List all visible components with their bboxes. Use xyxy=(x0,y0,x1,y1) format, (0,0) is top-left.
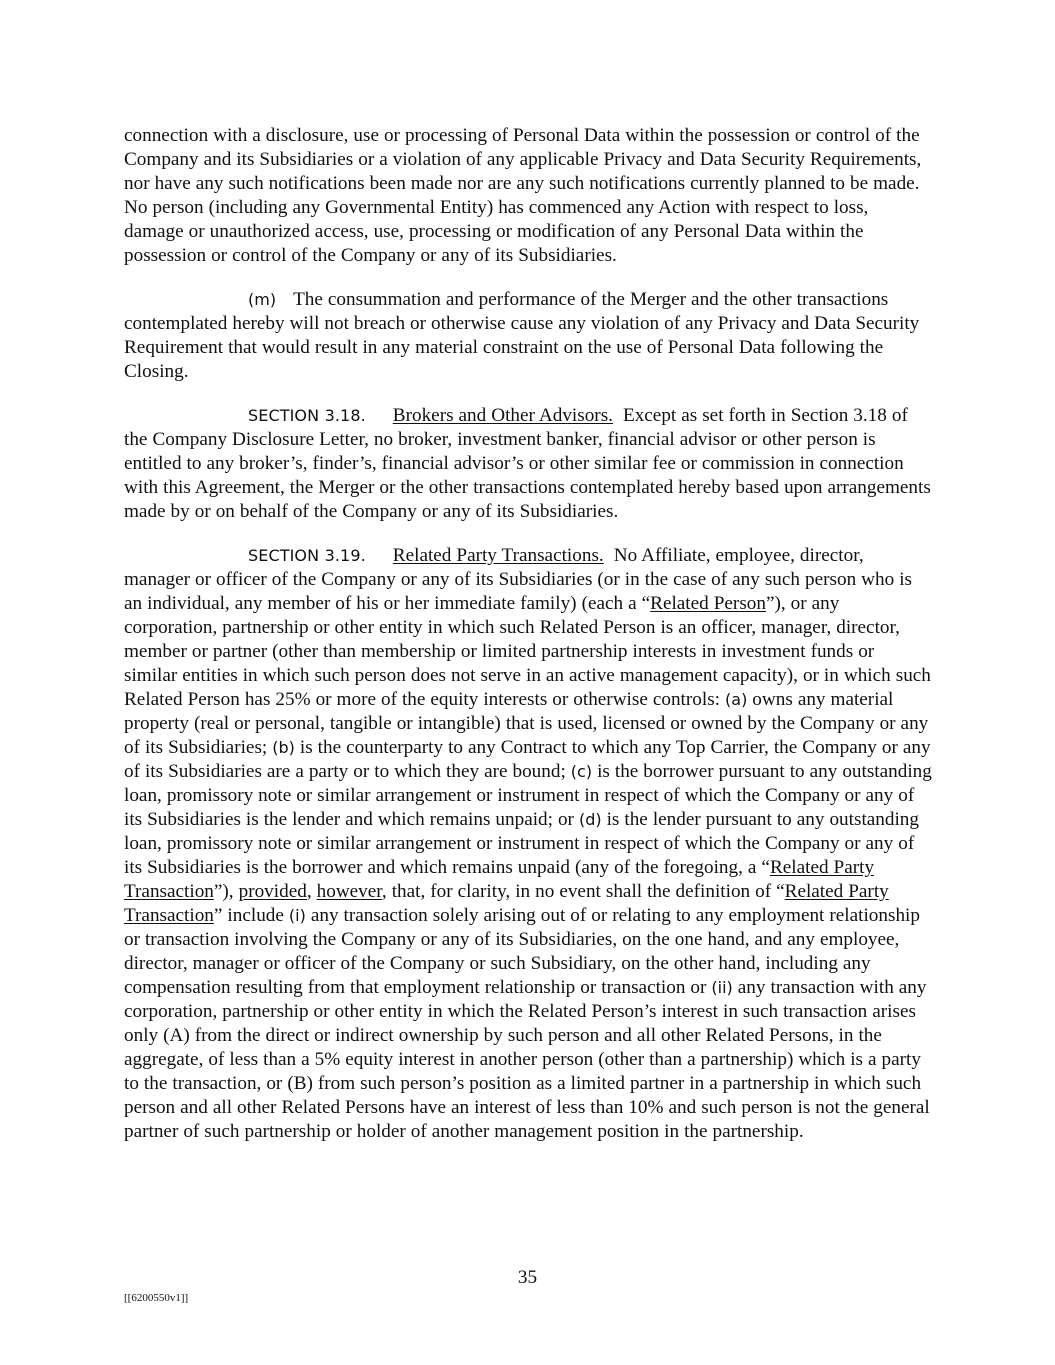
document-page xyxy=(124,124,932,1144)
subsection-m-text: The consummation and performance of the Merger and the other transactions contemplated hereby will not breach or otherwise cause any violation of any Privacy and Data Security Requirement that would result in any material constraint on the use of Personal Data following the Closing. xyxy=(124,289,920,382)
section-3-19-text-9: ” include xyxy=(213,905,289,926)
section-3-19-text-5: is the borrower pursuant to any outstanding loan, promissory note or similar arrangement or instrument in respect of which the Company or any of its Subsidiaries is the lender and which remains unpaid; or xyxy=(124,761,932,830)
section-3-19-text-4: is the counterparty to any Contract to which any Top Carrier, the Company or any of its Subsidiaries are a party or to which they are bound; xyxy=(124,737,931,782)
section-3-19-number: SECTION 3.19. xyxy=(248,546,366,565)
section-3-18-heading: Brokers and Other Advisors. xyxy=(392,405,613,426)
section-3-18 xyxy=(124,404,932,524)
section-3-19-text-10: any transaction solely arising out of or relating to any employment relationship or transaction involving the Company or any of its Subsidiaries, on the one hand, and any employee, director, manager or officer of the Company or such Subsidiary, on the other hand, including any compensation resulting from that employment relationship or transaction or xyxy=(124,905,920,998)
section-3-19-comma: , xyxy=(306,881,317,902)
continuation-paragraph: connection with a disclosure, use or processing of Personal Data within the possession or control of the Company and its Subsidiaries or a violation of any applicable Privacy and Data Security Requirements, nor have any such notifications been made nor are any such notifications currently planned to be made. No person (including any Governmental Entity) has commenced any Action with respect to loss, damage or unauthorized access, use, processing or modification of any Personal Data within the possession or control of the Company or any of its Subsidiaries. xyxy=(124,125,922,266)
section-3-19-text-7: ”), xyxy=(213,881,239,902)
section-3-19-text-11: any transaction with any corporation, partnership or other entity in which the Related Person’s interest in such transaction arises only (A) from the direct or indirect ownership by such person and all other Related Persons, in the aggregate, of less than a 5% equity interest in another person (other than a partnership) which is a party to the transaction, or (B) from such person’s position as a limited partner in a partnership in which such person and all other Related Persons have an interest of less than 10% and such person is not the general partner of such partnership or holder of another management position in the partnership. xyxy=(124,977,930,1142)
section-3-19-heading: Related Party Transactions. xyxy=(392,545,604,566)
clause-ii-label: (ii) xyxy=(711,978,733,997)
section-3-19-text-8: , that, for clarity, in no event shall the definition of “ xyxy=(381,881,785,902)
clause-c-label: (c) xyxy=(570,762,593,781)
term-related-party-transaction: Related Party Transaction xyxy=(124,881,889,926)
clause-a-label: (a) xyxy=(725,690,748,709)
section-3-19 xyxy=(124,544,932,1144)
subsection-m xyxy=(124,288,932,384)
term-related-person: Related Person xyxy=(650,593,766,614)
term-related-party-transaction: Related Party Transaction xyxy=(124,857,875,902)
term-however: however xyxy=(316,881,382,902)
section-3-19-text-3: owns any material property (real or personal, tangible or intangible) that is used, licensed or owned by the Company or any of its Subsidiaries; xyxy=(124,689,929,758)
section-3-19-text-1: No Affiliate, employee, director, manager or officer of the Company or any of its Subsidiaries (or in the case of any such person who is an individual, any member of his or her immediate family) (each a “ xyxy=(124,545,912,614)
clause-d-label: (d) xyxy=(578,810,602,829)
section-3-19-text-2: ”), or any corporation, partnership or other entity in which such Related Person is an officer, manager, director, member or partner (other than membership or limited partnership interests in investment funds or similar entities in which such person does not serve in an active management capacity), or in which such Related Person has 25% or more of the equity interests or otherwise controls: xyxy=(124,593,931,710)
document-id: [[6200550v1]] xyxy=(124,1292,189,1304)
subsection-m-label: (m) xyxy=(248,290,277,309)
page-number: 35 xyxy=(517,1267,538,1288)
section-3-18-number: SECTION 3.18. xyxy=(248,406,366,425)
section-3-19-text-6: is the lender pursuant to any outstanding loan, promissory note or similar arrangement or instrument in respect of which the Company or any of its Subsidiaries is the borrower and which remains unpaid (any of the foregoing, a “ xyxy=(124,809,919,878)
clause-b-label: (b) xyxy=(272,738,295,757)
section-3-18-text: Except as set forth in Section 3.18 of the Company Disclosure Letter, no broker, investment banker, financial advisor or other person is entitled to any broker’s, finder’s, financial advisor’s or other similar fee or commission in connection with this Agreement, the Merger or the other transactions contemplated hereby based upon arrangements made by or on behalf of the Company or any of its Subsidiaries. xyxy=(124,405,931,522)
clause-i-label: (i) xyxy=(288,906,306,925)
term-provided: provided xyxy=(238,881,307,902)
